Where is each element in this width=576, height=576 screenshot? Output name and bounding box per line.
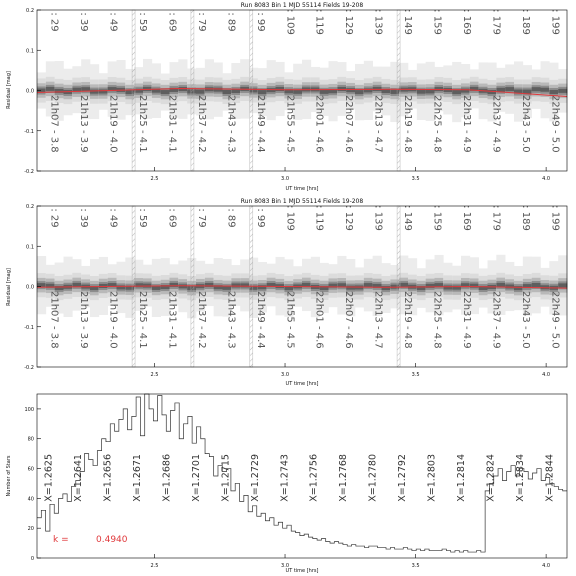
y-tick-label: 20 [27, 526, 34, 533]
density-cell [346, 88, 355, 92]
panel-1-title: Run 8083 Bin 1 MJD 55114 Fields 19-208 [240, 2, 364, 9]
x-tick-label: 2.5 [150, 563, 159, 569]
time-airmass-label: 22h19 - 4.8 [402, 95, 414, 153]
density-cell [99, 284, 108, 288]
density-cell [558, 283, 567, 287]
time-airmass-label: 21h43 - 4.3 [225, 95, 237, 153]
time-airmass-label: 21h49 - 4.4 [254, 291, 266, 349]
time-airmass-label: 21h43 - 4.3 [225, 291, 237, 349]
airmass-label: X=1.2768 [338, 454, 350, 502]
x-tick-label: 3.5 [411, 176, 420, 182]
y-tick-label: -0.1 [24, 128, 34, 135]
density-cell [223, 90, 232, 94]
time-airmass-label: 22h13 - 4.7 [372, 95, 384, 153]
panel-3 [6, 394, 567, 574]
panel-3-xlabel: UT time [hrs] [285, 568, 319, 574]
density-cell [267, 88, 276, 92]
density-cell [355, 90, 364, 94]
field-label: : 89 [225, 12, 237, 32]
field-label: : 69 [166, 12, 178, 32]
field-label: : 189 [519, 9, 531, 35]
y-tick-label: 0.2 [26, 204, 34, 210]
panel-1 [6, 2, 567, 192]
y-tick-label: 0.1 [26, 48, 34, 55]
airmass-label: X=1.2792 [397, 454, 409, 502]
field-label: : 139 [372, 9, 384, 35]
airmass-label: X=1.2824 [485, 454, 497, 502]
y-tick-label: 100 [24, 406, 34, 413]
density-cell [231, 283, 240, 287]
x-tick-label: 3.0 [281, 176, 290, 182]
density-cell [505, 284, 514, 288]
density-cell [417, 90, 426, 94]
density-cell [161, 90, 170, 94]
field-label: : 49 [107, 12, 119, 32]
airmass-label: X=1.2641 [73, 454, 85, 502]
density-cell [452, 90, 461, 94]
x-tick-label: 2.5 [150, 372, 159, 378]
field-label: : 129 [343, 9, 355, 35]
time-airmass-label: 22h25 - 4.8 [431, 95, 443, 153]
time-airmass-label: 22h37 - 4.9 [490, 95, 502, 153]
density-cell [364, 283, 373, 287]
field-label: : 179 [490, 9, 502, 35]
time-airmass-label: 22h49 - 5.0 [549, 291, 561, 349]
field-label: : 199 [549, 9, 561, 35]
airmass-label: X=1.2671 [132, 454, 144, 502]
airmass-label: X=1.2814 [455, 454, 467, 502]
field-label: : 189 [519, 205, 531, 231]
panel-3-airmass-labels [44, 454, 556, 502]
field-label: : 99 [254, 12, 266, 32]
x-tick-label: 4.0 [542, 372, 551, 378]
density-cell [178, 87, 187, 91]
airmass-label: X=1.2729 [249, 454, 261, 502]
field-label: : 39 [78, 208, 90, 228]
panel-1-ylabel: Residual [mag] [6, 71, 12, 109]
field-label: : 159 [431, 205, 443, 231]
airmass-label: X=1.2686 [161, 454, 173, 502]
time-airmass-label: 21h13 - 3.9 [78, 291, 90, 349]
time-airmass-label: 22h07 - 4.6 [343, 291, 355, 349]
time-airmass-label: 22h43 - 5.0 [519, 95, 531, 153]
airmass-label: X=1.2780 [367, 454, 379, 502]
time-airmass-label: 21h37 - 4.2 [195, 291, 207, 349]
density-cell [549, 90, 558, 94]
density-cell [72, 283, 81, 287]
hatched-field-marker [191, 10, 194, 171]
x-tick-label: 4.0 [542, 563, 551, 569]
y-tick-label: 80 [27, 436, 34, 443]
time-airmass-label: 22h31 - 4.9 [460, 291, 472, 349]
x-tick-label: 3.5 [411, 563, 420, 569]
airmass-label: X=1.2715 [220, 454, 232, 502]
hatched-field-marker [132, 10, 135, 171]
time-airmass-label: 21h07 - 3.8 [48, 291, 60, 349]
field-label: : 59 [137, 208, 149, 228]
field-label: : 169 [460, 9, 472, 35]
airmass-label: X=1.2844 [544, 454, 556, 502]
density-cell [532, 283, 541, 287]
time-airmass-label: 21h37 - 4.2 [195, 95, 207, 153]
density-cell [496, 283, 505, 287]
density-cell [214, 88, 223, 92]
field-label: : 69 [166, 208, 178, 228]
time-airmass-label: 21h55 - 4.5 [284, 291, 296, 349]
time-airmass-label: 21h07 - 3.8 [48, 95, 60, 153]
field-label: : 29 [48, 208, 60, 228]
k-label: k = [53, 535, 69, 545]
panel-1-xlabel: UT time [hrs] [285, 186, 319, 192]
y-tick-label: 0.0 [26, 284, 34, 291]
field-label: : 119 [313, 205, 325, 231]
field-label: : 179 [490, 205, 502, 231]
time-airmass-label: 22h31 - 4.9 [460, 95, 472, 153]
hatched-field-marker [250, 10, 253, 171]
y-tick-label: 40 [27, 496, 34, 503]
k-value: 0.4940 [96, 535, 128, 545]
time-airmass-label: 21h25 - 4.1 [137, 291, 149, 349]
time-airmass-label: 22h49 - 5.0 [549, 95, 561, 153]
field-label: : 159 [431, 9, 443, 35]
field-label: : 79 [195, 208, 207, 228]
density-cell [496, 88, 505, 92]
time-airmass-label: 22h37 - 4.9 [490, 291, 502, 349]
field-label: : 149 [402, 205, 414, 231]
x-tick-label: 3.5 [411, 372, 420, 378]
density-cell [399, 283, 408, 287]
density-cell [382, 286, 391, 290]
panel-2-xlabel: UT time [hrs] [285, 381, 319, 387]
airmass-label: X=1.2656 [102, 454, 114, 502]
field-label: : 119 [313, 9, 325, 35]
density-cell [240, 283, 249, 287]
density-cell [276, 87, 285, 91]
field-label: : 139 [372, 205, 384, 231]
field-label: : 79 [195, 12, 207, 32]
y-tick-label: 60 [27, 466, 34, 473]
airmass-label: X=1.2756 [308, 454, 320, 502]
field-label: : 99 [254, 208, 266, 228]
time-airmass-label: 21h19 - 4.0 [107, 95, 119, 153]
density-cell [46, 87, 55, 91]
panel-3-ylabel: Number of Stars [6, 455, 12, 497]
panel-2-title: Run 8083 Bin 1 MJD 55114 Fields 19-208 [240, 198, 364, 205]
airmass-label: X=1.2803 [426, 454, 438, 502]
density-cell [541, 88, 550, 92]
time-airmass-label: 22h43 - 5.0 [519, 291, 531, 349]
hatched-field-marker [397, 206, 400, 367]
time-airmass-label: 21h31 - 4.1 [166, 291, 178, 349]
airmass-label: X=1.2701 [190, 454, 202, 502]
field-label: : 49 [107, 208, 119, 228]
y-tick-label: -0.2 [24, 169, 34, 175]
panel-2 [6, 198, 567, 387]
time-airmass-label: 21h19 - 4.0 [107, 291, 119, 349]
time-airmass-label: 21h13 - 3.9 [78, 95, 90, 153]
time-airmass-label: 22h19 - 4.8 [402, 291, 414, 349]
density-cell [152, 286, 161, 290]
airmass-label: X=1.2743 [279, 454, 291, 502]
y-tick-label: 0.2 [26, 8, 34, 14]
density-cell [170, 283, 179, 287]
density-cell [293, 90, 302, 94]
field-label: : 109 [284, 9, 296, 35]
time-airmass-label: 21h31 - 4.1 [166, 95, 178, 153]
field-label: : 29 [48, 12, 60, 32]
y-tick-label: -0.1 [24, 324, 34, 331]
field-label: : 59 [137, 12, 149, 32]
airmass-label: X=1.2834 [514, 454, 526, 502]
time-airmass-label: 22h01 - 4.6 [313, 95, 325, 153]
field-label: : 169 [460, 205, 472, 231]
density-cell [196, 90, 205, 94]
x-tick-label: 4.0 [542, 176, 551, 182]
y-tick-label: 0.0 [26, 88, 34, 95]
time-airmass-label: 22h07 - 4.6 [343, 95, 355, 153]
x-tick-label: 2.5 [150, 176, 159, 182]
density-cell [505, 87, 514, 91]
field-label: : 149 [402, 9, 414, 35]
hatched-field-marker [191, 206, 194, 367]
field-label: : 39 [78, 12, 90, 32]
field-label: : 89 [225, 208, 237, 228]
y-tick-label: 0 [30, 556, 34, 562]
density-cell [90, 90, 99, 94]
density-cell [558, 89, 567, 93]
density-cell [443, 285, 452, 289]
field-label: : 109 [284, 205, 296, 231]
density-cell [346, 286, 355, 290]
time-airmass-label: 22h25 - 4.8 [431, 291, 443, 349]
field-label: : 199 [549, 205, 561, 231]
x-tick-label: 3.0 [281, 372, 290, 378]
time-airmass-label: 21h55 - 4.5 [284, 95, 296, 153]
time-airmass-label: 21h25 - 4.1 [137, 95, 149, 153]
panel-2-ylabel: Residual [mag] [6, 268, 12, 306]
y-tick-label: -0.2 [24, 365, 34, 371]
x-tick-label: 3.0 [281, 563, 290, 569]
field-label: : 129 [343, 205, 355, 231]
y-tick-label: 0.1 [26, 244, 34, 251]
density-cell [523, 90, 532, 94]
density-cell [320, 90, 329, 94]
density-cell [258, 90, 267, 94]
hatched-field-marker [397, 10, 400, 171]
time-airmass-label: 22h13 - 4.7 [372, 291, 384, 349]
density-cell [532, 87, 541, 91]
density-cell [514, 286, 523, 290]
time-airmass-label: 22h01 - 4.6 [313, 291, 325, 349]
density-cell [178, 284, 187, 288]
time-airmass-label: 21h49 - 4.4 [254, 95, 266, 153]
airmass-label: X=1.2625 [43, 454, 55, 502]
